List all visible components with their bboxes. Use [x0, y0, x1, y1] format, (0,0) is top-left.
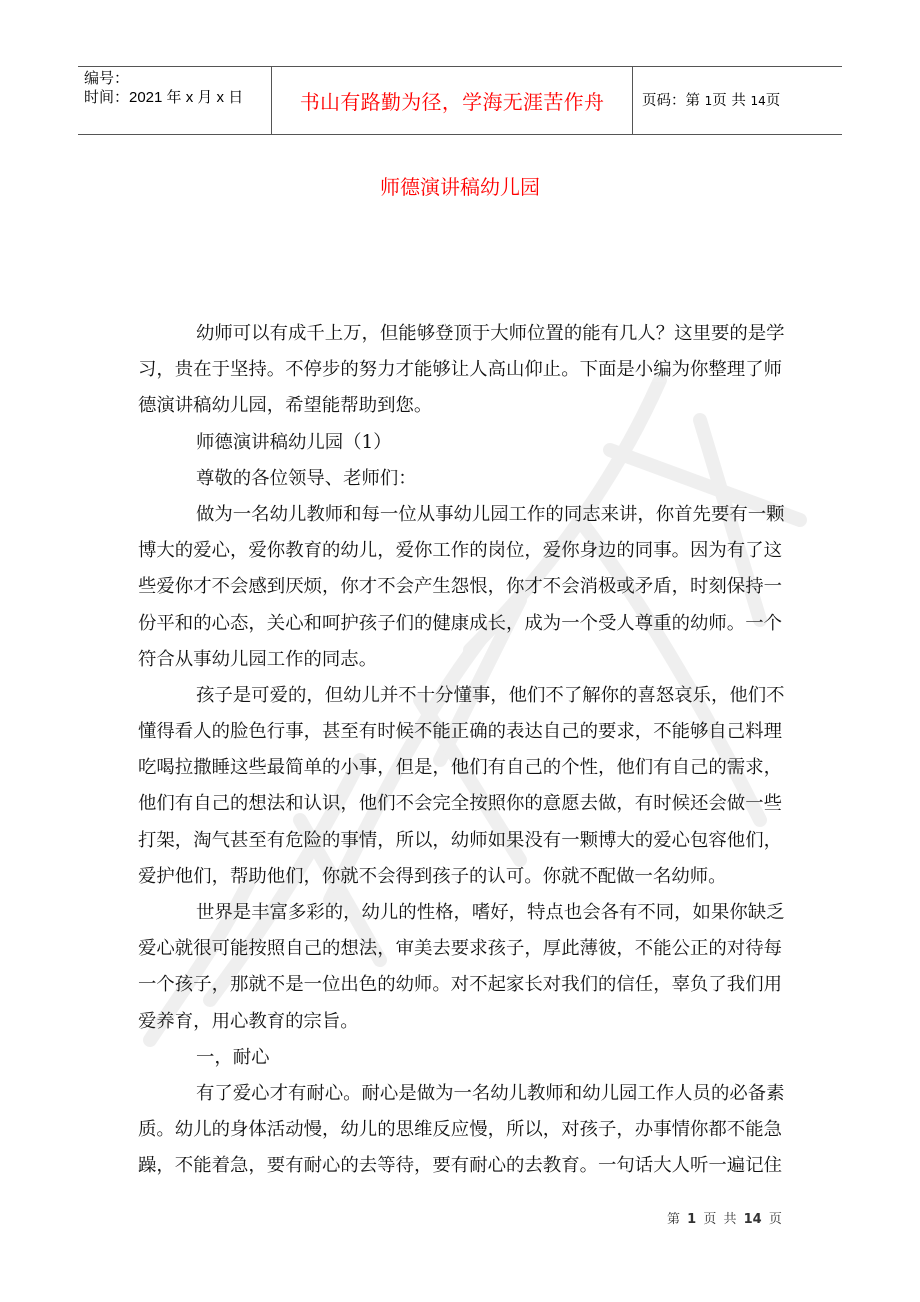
text-line: 符合从事幼儿园工作的同志。	[138, 648, 378, 670]
footer-suffix: 页	[761, 1212, 782, 1227]
text-line: 打架，淘气甚至有危险的事情，所以，幼师如果没有一颗博大的爱心包容他们，	[138, 829, 782, 851]
page-total: 14	[750, 94, 766, 108]
footer-mid: 页 共	[696, 1212, 744, 1227]
text-line: 爱养育，用心教育的宗旨。	[138, 1010, 359, 1032]
motto-text: 书山有路勤为径，学海无涯苦作舟	[299, 90, 605, 114]
text-line: 师德演讲稿幼儿园（1）	[196, 431, 392, 453]
footer-current-page: 1	[687, 1212, 697, 1227]
page-current: 1	[704, 94, 713, 108]
page-code-mid: 页 共	[712, 93, 751, 109]
text-line: 博大的爱心，爱你教育的幼儿，爱你工作的岗位，爱你身边的同事。因为有了这	[138, 540, 782, 562]
text-line: 爱心就很可能按照自己的想法，审美去要求孩子，厚此薄彼，不能公正的对待每	[138, 938, 782, 960]
text-line: 懂得看人的脸色行事，甚至有时候不能正确的表达自己的要求，不能够自己料理	[138, 721, 782, 743]
document-title: 师德演讲稿幼儿园	[380, 175, 540, 199]
serial-number-label: 编号：	[84, 70, 130, 87]
text-line: 做为一名幼儿教师和每一位从事幼儿园工作的同志来讲，你首先要有一颗	[196, 503, 785, 525]
text-line: 躁，不能着急，要有耐心的去等待，要有耐心的去教育。一句话大人听一遍记住	[138, 1155, 782, 1177]
date-label: 时间：2021 年 x 月 x 日	[84, 89, 244, 106]
text-line: 爱护他们，帮助他们，你就不会得到孩子的认可。你就不配做一名幼师。	[138, 865, 727, 887]
header-motto-cell	[272, 67, 633, 134]
text-line: 有了爱心才有耐心。耐心是做为一名幼儿教师和幼儿园工作人员的必备素	[196, 1082, 785, 1104]
footer-total-pages: 14	[743, 1212, 762, 1227]
text-line: 世界是丰富多彩的，幼儿的性格，嗜好，特点也会各有不同，如果你缺乏	[196, 902, 785, 923]
text-line: 德演讲稿幼儿园，希望能帮助到您。	[138, 395, 433, 417]
text-line: 他们有自己的想法和认识，他们不会完全按照你的意愿去做，有时候还会做一些	[138, 793, 782, 815]
text-line: 一个孩子，那就不是一位出色的幼师。对不起家长对我们的信任，辜负了我们用	[138, 974, 782, 996]
text-line: 尊敬的各位领导、老师们：	[196, 467, 417, 489]
text-line: 质。幼儿的身体活动慢，幼儿的思维反应慢，所以，对孩子，办事情你都不能急	[138, 1119, 782, 1141]
document-body	[138, 322, 785, 1191]
page-code-prefix: 页码：第	[642, 93, 705, 109]
header-page-cell	[633, 67, 842, 134]
page-footer	[667, 1208, 782, 1227]
text-line: 些爱你才不会感到厌烦，你才不会产生怨恨，你才不会消极或矛盾，时刻保持一	[138, 576, 782, 598]
header-meta-cell	[78, 67, 272, 134]
page-code-suffix: 页	[765, 93, 781, 109]
text-line: 份平和的心态，关心和呵护孩子们的健康成长，成为一个受人尊重的幼师。一个	[138, 612, 782, 634]
text-line: 幼师可以有成千上万，但能够登顶于大师位置的能有几人？这里要的是学	[196, 323, 785, 344]
text-line: 吃喝拉撒睡这些最简单的小事，但是，他们有自己的个性，他们有自己的需求，	[138, 757, 782, 779]
page-code	[642, 92, 780, 110]
header-table	[78, 66, 842, 135]
text-line: 孩子是可爱的，但幼儿并不十分懂事，他们不了解你的喜怒哀乐，他们不	[196, 684, 785, 706]
text-line: 习，贵在于坚持。不停步的努力才能够让人高山仰止。下面是小编为你整理了师	[138, 359, 782, 381]
text-line: 一，耐心	[196, 1046, 270, 1068]
footer-prefix: 第	[667, 1212, 688, 1227]
